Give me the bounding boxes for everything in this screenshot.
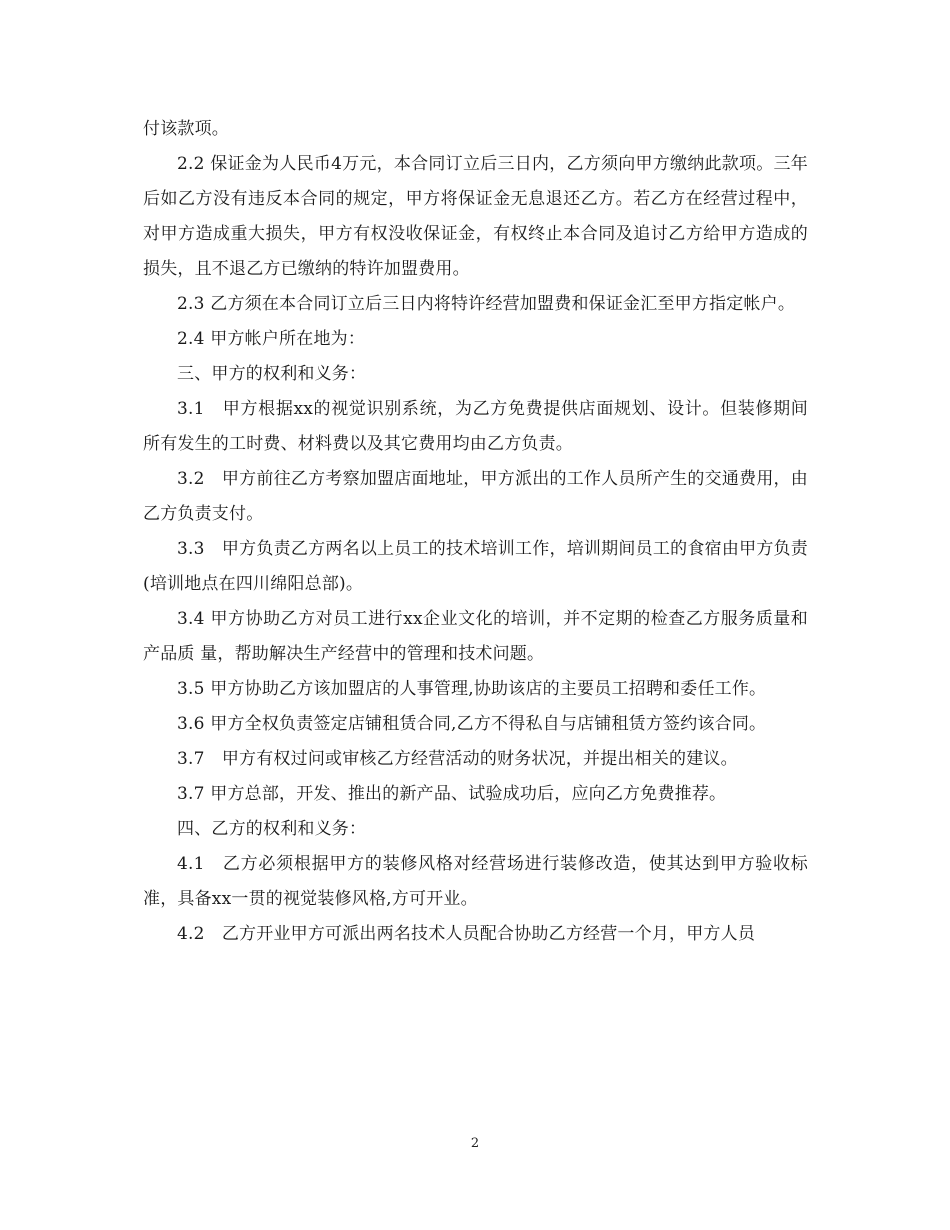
clause-2-4: 2.4 甲方帐户所在地为： (177, 329, 366, 349)
clause-3-3: 3.3 甲方负责乙方两名以上员工的技术培训工作，培训期间员工的食宿由甲方负责(培训地点在四川绵阳总部)。 (143, 539, 808, 594)
clause-2-2: 2.2 保证金为人民币4万元，本合同订立后三日内，乙方须向甲方缴纳此款项。三年后如乙方没有违反本合同的规定，甲方将保证金无息退还乙方。若乙方在经营过程中，对甲方造成重大损失，甲方有权没收保证金，有权终止本合同及追讨乙方给甲方造成的损失，且不退乙方已缴纳的特许加盟费用。 (143, 154, 808, 279)
clause-3-7-a: 3.7 甲方有权过问或审核乙方经营活动的财务状况，并提出相关的建议。 (177, 749, 738, 769)
document-body (143, 112, 808, 952)
clause-3-6: 3.6 甲方全权负责签定店铺租赁合同,乙方不得私自与店铺租赁方签约该合同。 (177, 714, 767, 734)
clause-3-2: 3.2 甲方前往乙方考察加盟店面地址，甲方派出的工作人员所产生的交通费用，由乙方负责支付。 (143, 469, 808, 524)
clause-3-1: 3.1 甲方根据xx的视觉识别系统，为乙方免费提供店面规划、设计。但装修期间所有发生的工时费、材料费以及其它费用均由乙方负责。 (143, 399, 808, 454)
clause-4-1: 4.1 乙方必须根据甲方的装修风格对经营场进行装修改造，使其达到甲方验收标准，具备xx一贯的视觉装修风格,方可开业。 (143, 854, 808, 909)
clause-3-7-b: 3.7 甲方总部，开发、推出的新产品、试验成功后，应向乙方免费推荐。 (177, 784, 727, 804)
section-heading-4: 四、乙方的权利和义务： (177, 819, 367, 839)
page-number: 2 (470, 1136, 480, 1151)
clause-2-3: 2.3 乙方须在本合同订立后三日内将特许经营加盟费和保证金汇至甲方指定帐户。 (177, 294, 796, 314)
paragraph-continuation: 付该款项。 (143, 119, 229, 139)
section-heading-3: 三、甲方的权利和义务： (177, 364, 367, 384)
clause-3-4: 3.4 甲方协助乙方对员工进行xx企业文化的培训，并不定期的检查乙方服务质量和产品质 量，帮助解决生产经营中的管理和技术问题。 (143, 609, 808, 664)
clause-3-5: 3.5 甲方协助乙方该加盟店的人事管理,协助该店的主要员工招聘和委任工作。 (177, 679, 767, 699)
clause-4-2: 4.2 乙方开业甲方可派出两名技术人员配合协助乙方经营一个月，甲方人员 (177, 924, 756, 944)
